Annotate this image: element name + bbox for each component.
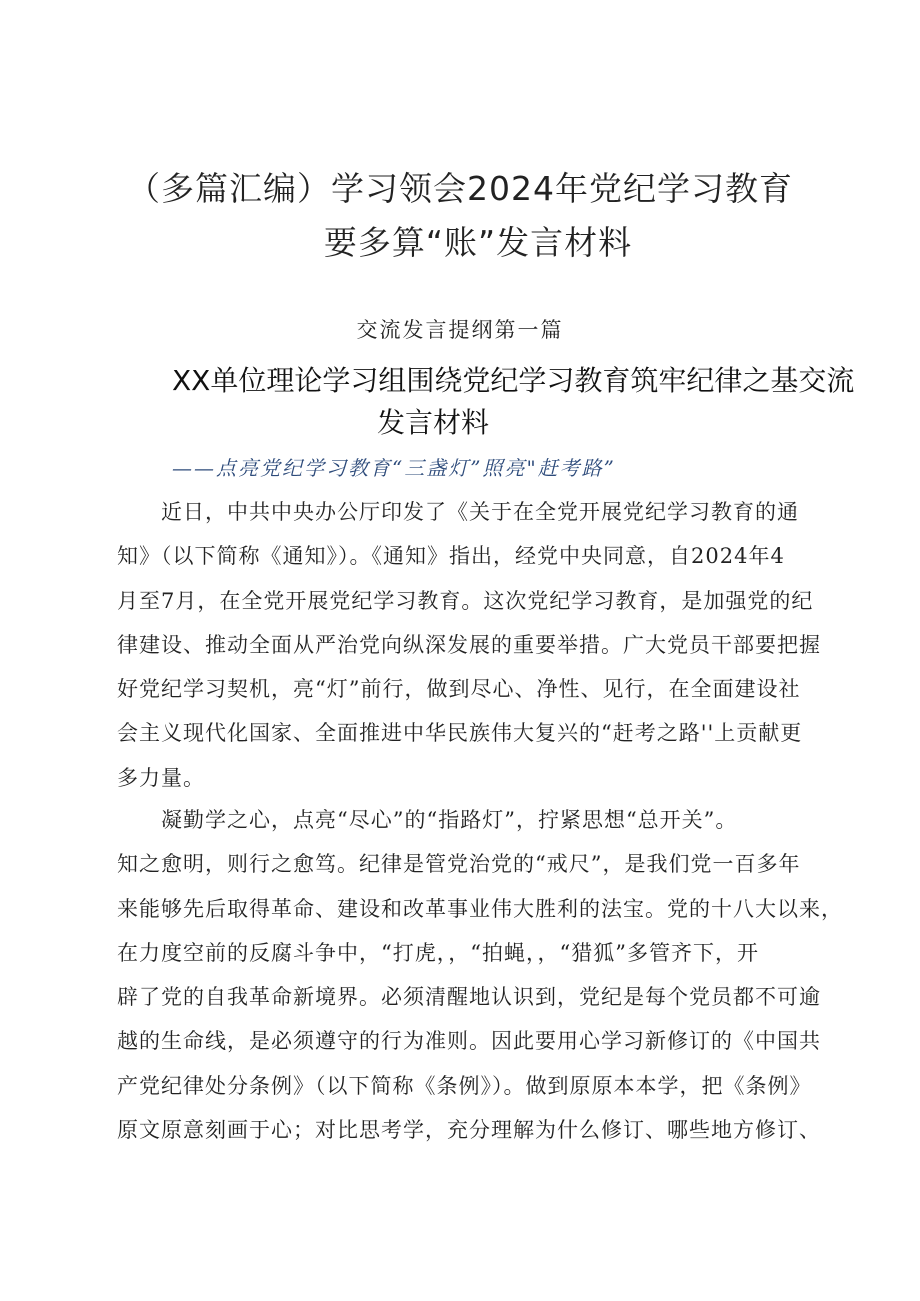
paragraph-line: 凝勤学之心，点亮“尽心”的“指路灯”，拧紧思想“总开关”。	[117, 808, 738, 832]
paragraph-line: 月至7月，在全党开展党纪学习教育。这次党纪学习教育，是加强党的纪	[117, 588, 814, 613]
section-label: 交流发言提纲第一篇	[356, 318, 564, 342]
main-title-line-2: 要多算“账”发言材料	[323, 223, 633, 262]
paragraph-1	[117, 490, 821, 800]
paragraph-line: 产党纪律处分条例》（以下简称《条例》）。做到原原本本学，把《条例》	[117, 1073, 812, 1098]
main-title-line-1: （多篇汇编）学习领会2024年党纪学习教育	[127, 169, 793, 208]
paragraph-line: 辟了党的自我革命新境界。必须清醒地认识到，党纪是每个党员都不可逾	[117, 985, 821, 1010]
paragraph-line: 律建设、推动全面从严治党向纵深发展的重要举措。广大党员干部要把握	[117, 632, 821, 657]
paragraph-line: 会主义现代化国家、全面推进中华民族伟大复兴的“赶考之路''上贡献更	[117, 721, 803, 746]
paragraph-line: 多力量。	[117, 765, 205, 790]
paragraph-line: 好党纪学习契机，亮“灯”前行，做到尽心、净性、见行，在全面建设社	[117, 677, 801, 702]
doc-title-line-1: XX单位理论学习组围绕党纪学习教育筑牢纪律之基交流	[172, 364, 855, 397]
paragraph-line: 在力度空前的反腐斗争中，“打虎，，“拍蝇，，“猎狐”多管齐下，开	[117, 940, 759, 965]
paragraph-line: 来能够先后取得革命、建设和改革事业伟大胜利的法宝。党的十八大以来，	[117, 896, 843, 921]
paragraph-line: 近日，中共中央办公厅印发了《关于在全党开展党纪学习教育的通	[117, 500, 799, 524]
paragraph-line: 原文原意刻画于心；对比思考学，充分理解为什么修订、哪些地方修订、	[117, 1118, 821, 1143]
paragraph-2	[117, 798, 843, 1152]
paragraph-line: 知之愈明，则行之愈笃。纪律是管党治党的“戒尺”，是我们党一百多年	[117, 852, 801, 877]
paragraph-line: 越的生命线，是必须遵守的行为准则。因此要用心学习新修订的《中国共	[117, 1029, 821, 1054]
subtitle: ——点亮党纪学习教育“三盏灯”照亮"赶考路”	[172, 456, 616, 480]
paragraph-line: 知》（以下简称《通知》）。《通知》指出，经党中央同意，自2024年4	[117, 544, 785, 569]
doc-title-line-2: 发言材料	[377, 406, 490, 439]
